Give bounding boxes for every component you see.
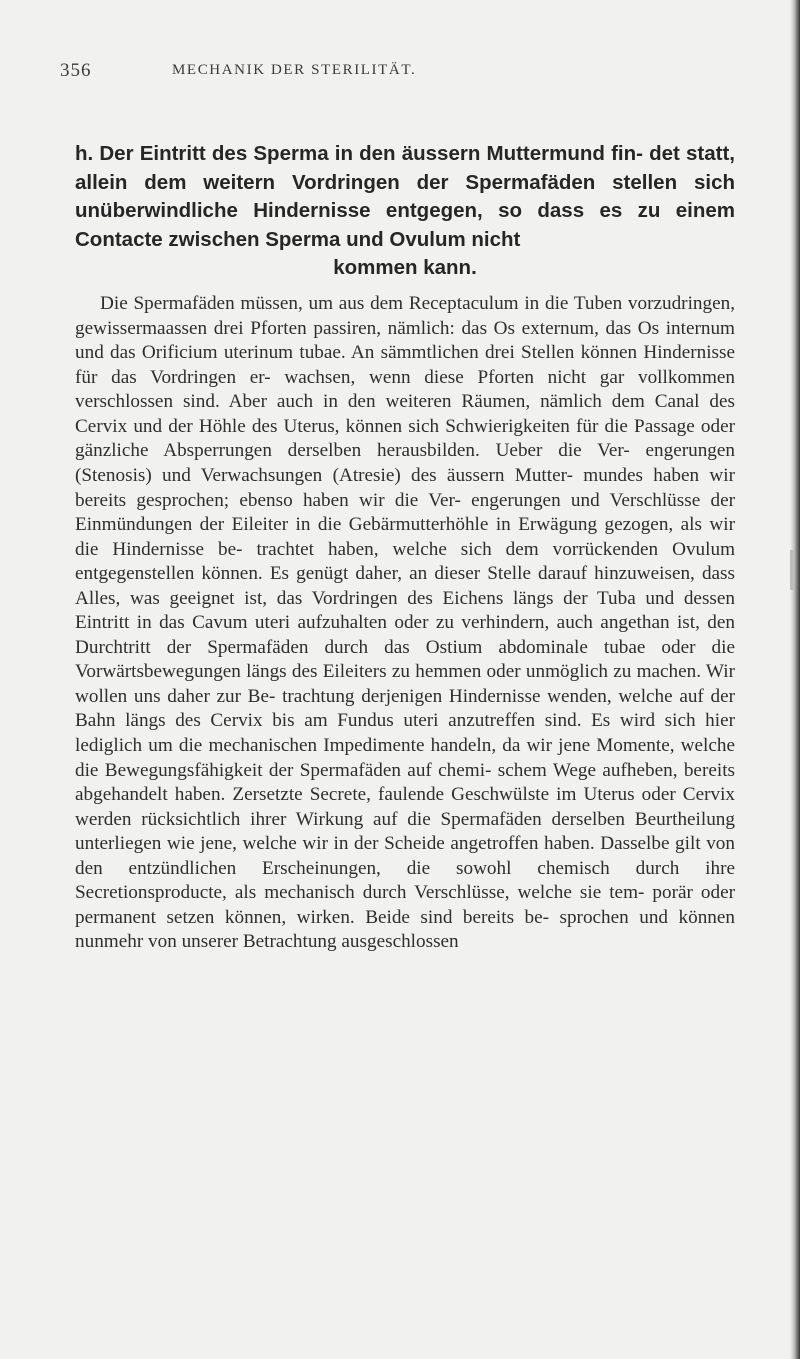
section-heading	[75, 140, 735, 283]
page-number: 356	[60, 60, 92, 81]
section-heading-last-line: kommen kann.	[333, 256, 477, 279]
running-head	[60, 60, 710, 84]
page-edge-shadow	[790, 0, 800, 1359]
page-edge-mark	[790, 550, 794, 590]
running-title: MECHANIK DER STERILITÄT.	[172, 62, 417, 78]
section-heading-text: h. Der Eintritt des Sperma in den äussern Muttermund fin- det statt, allein dem weitern Vordringen der Spermafäden stellen sich unüberwindliche Hindernisse entgegen, so dass es zu einem Contacte zwischen Sperma und Ovulum nicht	[75, 142, 735, 251]
body-paragraph: Die Spermafäden müssen, um aus dem Receptaculum in die Tuben vorzudringen, gewissermaassen drei Pforten passiren, nämlich: das Os externum, das Os internum und das Orificium uterinum tubae. An sämmtlichen drei Stellen können Hindernisse für das Vordringen er- wachsen, wenn diese Pforten nicht gar vollkommen verschlossen sind. Aber auch in den weiteren Räumen, nämlich dem Canal des Cervix und der Höhle des Uterus, können sich Schwierigkeiten für die Passage oder gänzliche Absperrungen derselben herausbilden. Ueber die Ver- engerungen (Stenosis) und Verwachsungen (Atresie) des äussern Mutter- mundes haben wir bereits gesprochen; ebenso haben wir die Ver- engerungen und Verschlüsse der Einmündungen der Eileiter in die Gebärmutterhöhle in Erwägung gezogen, als wir die Hindernisse be- trachtet haben, welche sich dem vorrückenden Ovulum entgegenstellen können. Es genügt daher, an dieser Stelle darauf hinzuweisen, dass Alles, was geeignet ist, das Vordringen des Eichens längs der Tuba und dessen Eintritt in das Cavum uteri aufzuhalten oder zu verhindern, auch angethan ist, den Durchtritt der Spermafäden durch das Ostium abdominale tubae oder die Vorwärtsbewegungen längs des Eileiters zu hemmen oder unmöglich zu machen. Wir wollen uns daher zur Be- trachtung derjenigen Hindernisse wenden, welche auf der Bahn längs des Cervix bis am Fundus uteri anzutreffen sind. Es wird sich hier lediglich um die mechanischen Impedimente handeln, da wir jene Momente, welche die Bewegungsfähigkeit der Spermafäden auf chemi- schem Wege aufheben, bereits abgehandelt haben. Zersetzte Secrete, faulende Geschwülste im Uterus oder Cervix werden rücksichtlich ihrer Wirkung auf die Spermafäden derselben Beurtheilung unterliegen wie jene, welche wir in der Scheide angetroffen haben. Dasselbe gilt von den entzündlichen Erscheinungen, die sowohl chemisch durch ihre Secretionsproducte, als mechanisch durch Verschlüsse, welche sie tem- porär oder permanent setzen können, wirken. Beide sind bereits be- sprochen und können nunmehr von unserer Betrachtung ausgeschlossen	[75, 293, 735, 953]
